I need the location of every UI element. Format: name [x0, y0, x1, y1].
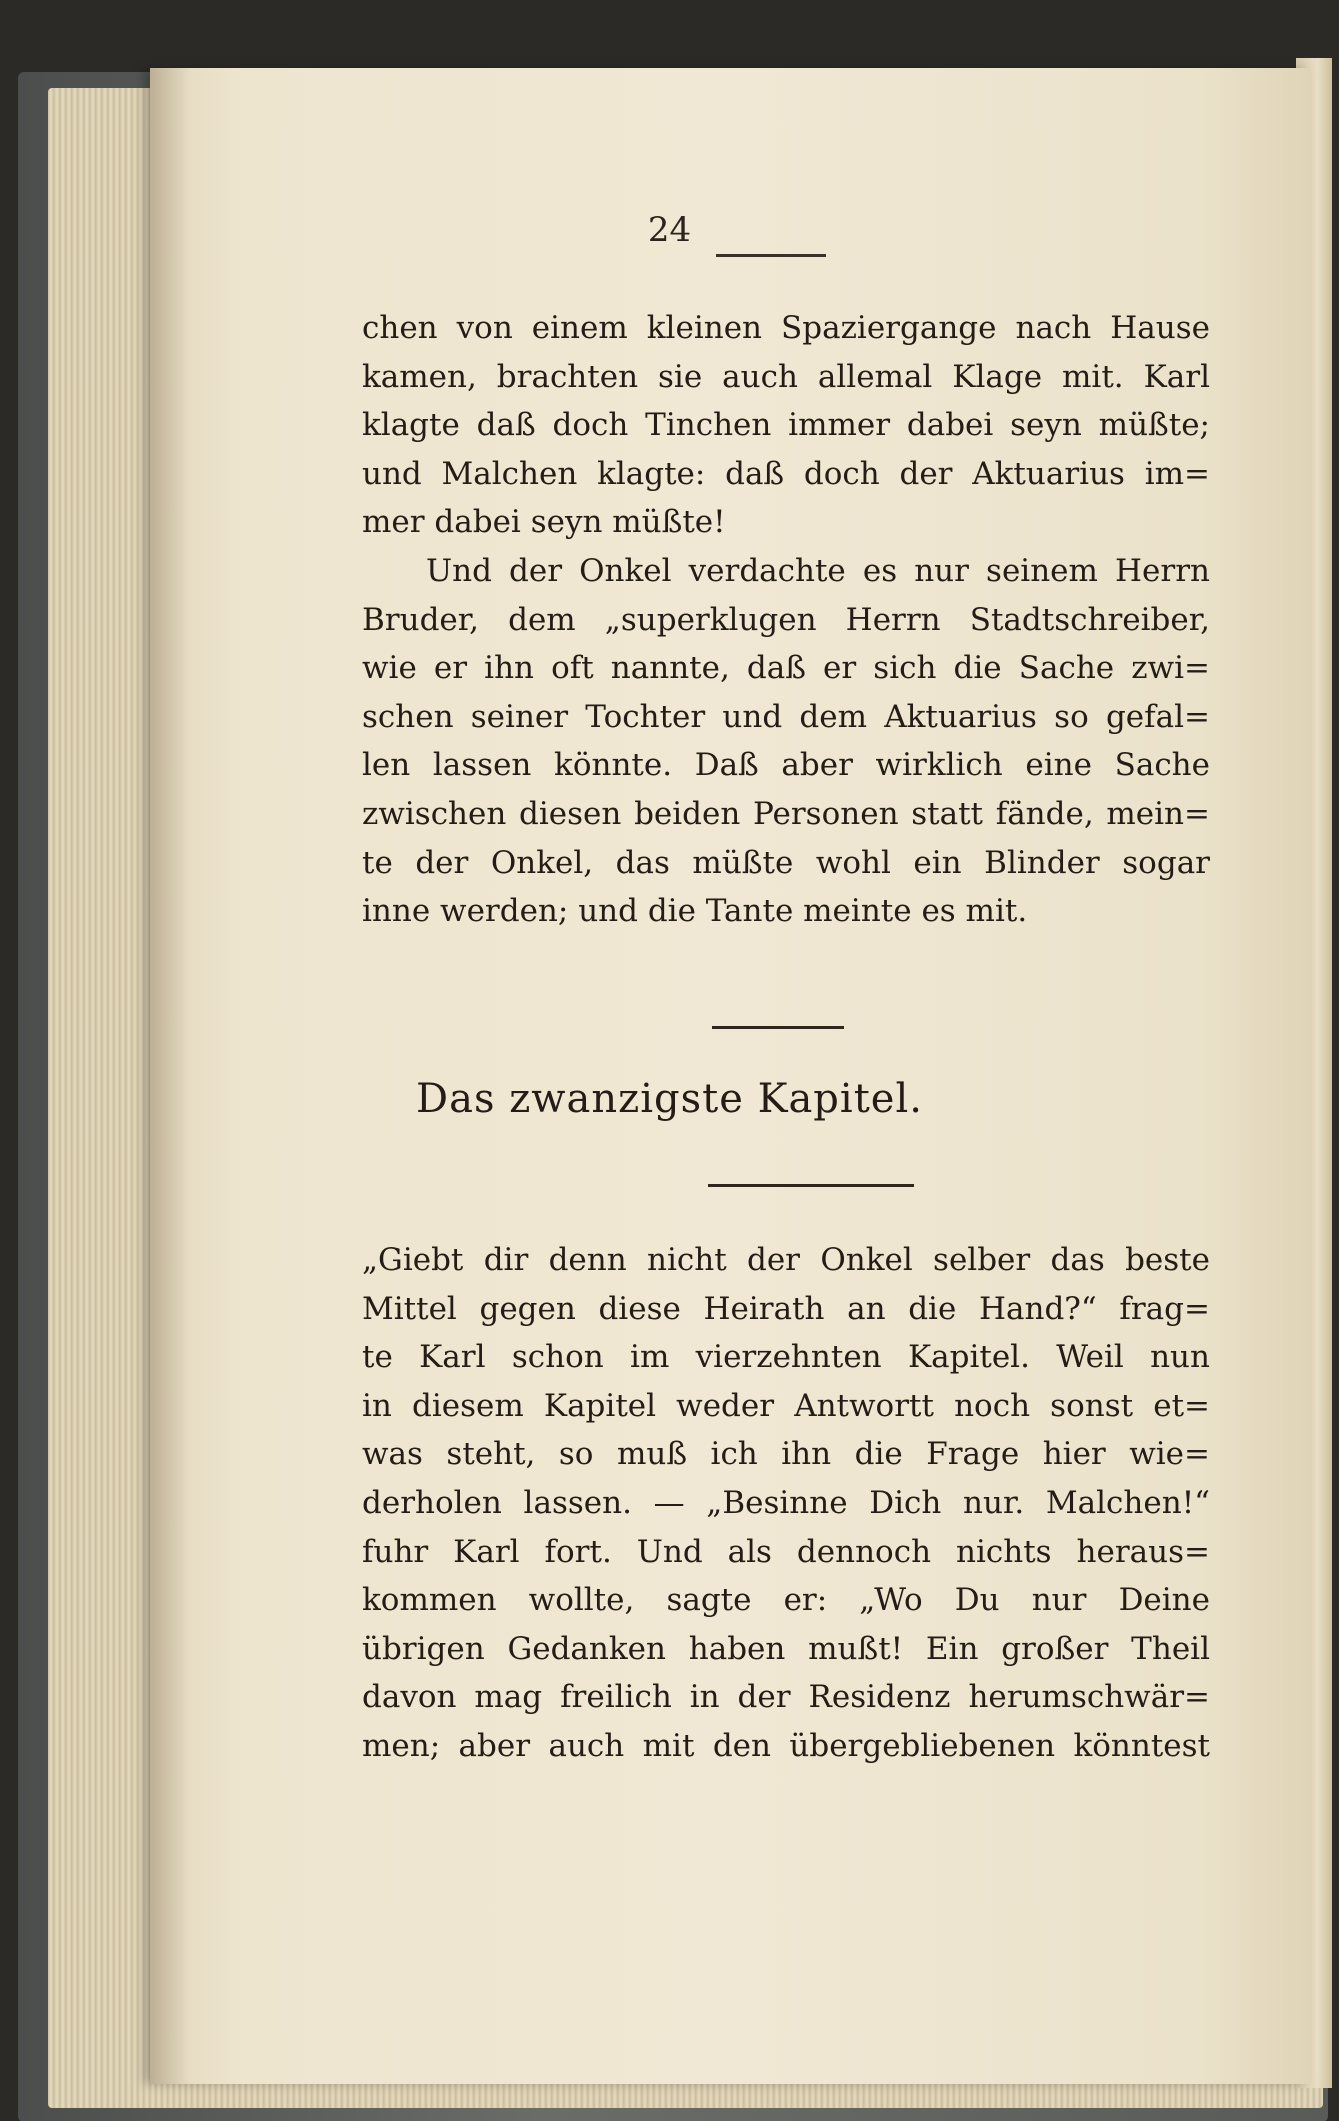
- text-line: derholen lassen. — „Besinne Dich nur. Malchen!“: [362, 1484, 1210, 1521]
- text-line: davon mag freilich in der Residenz herumschwär=: [362, 1679, 1210, 1716]
- text-line: mer dabei seyn müßte!: [362, 504, 726, 541]
- text-line: len lassen könnte. Daß aber wirklich eine Sache: [362, 747, 1210, 784]
- section-divider-bottom: [708, 1184, 914, 1187]
- chapter-title: Das zwanzigste Kapitel.: [416, 1076, 923, 1122]
- text-line: zwischen diesen beiden Personen statt fände, mein=: [362, 795, 1210, 832]
- text-line: inne werden; und die Tante meinte es mit.: [362, 893, 1028, 930]
- page-number: 24: [647, 210, 692, 250]
- text-block-bottom: [362, 1236, 1210, 1771]
- section-divider-top: [712, 1026, 844, 1029]
- text-line: schen seiner Tochter und dem Aktuarius so gefal=: [362, 698, 1210, 735]
- text-line: chen von einem kleinen Spaziergange nach Hause: [362, 310, 1210, 346]
- page-number-underline: [716, 254, 826, 257]
- text-line: „Giebt dir denn nicht der Onkel selber das beste: [362, 1242, 1210, 1278]
- text-line: Mittel gegen diese Heirath an die Hand?“ frag=: [362, 1290, 1210, 1327]
- text-line: was steht, so muß ich ihn die Frage hier wie=: [362, 1436, 1210, 1473]
- text-line: in diesem Kapitel weder Antwortt noch sonst et=: [362, 1387, 1210, 1424]
- text-line: Bruder, dem „superklugen Herrn Stadtschreiber,: [362, 601, 1210, 638]
- text-line: klagte daß doch Tinchen immer dabei seyn müßte;: [362, 407, 1210, 444]
- text-line: te Karl schon im vierzehnten Kapitel. Weil nun: [362, 1339, 1210, 1376]
- text-line: kamen, brachten sie auch allemal Klage mit. Karl: [362, 358, 1210, 395]
- text-line: und Malchen klagte: daß doch der Aktuarius im=: [362, 455, 1210, 492]
- text-line: men; aber auch mit den übergebliebenen könntest: [362, 1727, 1210, 1764]
- text-block-top: [362, 304, 1210, 936]
- text-line: fuhr Karl fort. Und als dennoch nichts heraus=: [362, 1533, 1210, 1570]
- text-line: wie er ihn oft nannte, daß er sich die Sache zwi=: [362, 650, 1210, 687]
- text-line: kommen wollte, sagte er: „Wo Du nur Deine: [362, 1582, 1210, 1619]
- text-line: Und der Onkel verdachte es nur seinem Herrn: [426, 552, 1210, 589]
- text-line: te der Onkel, das müßte wohl ein Blinder sogar: [362, 844, 1210, 881]
- text-line: übrigen Gedanken haben mußt! Ein großer Theil: [362, 1630, 1210, 1667]
